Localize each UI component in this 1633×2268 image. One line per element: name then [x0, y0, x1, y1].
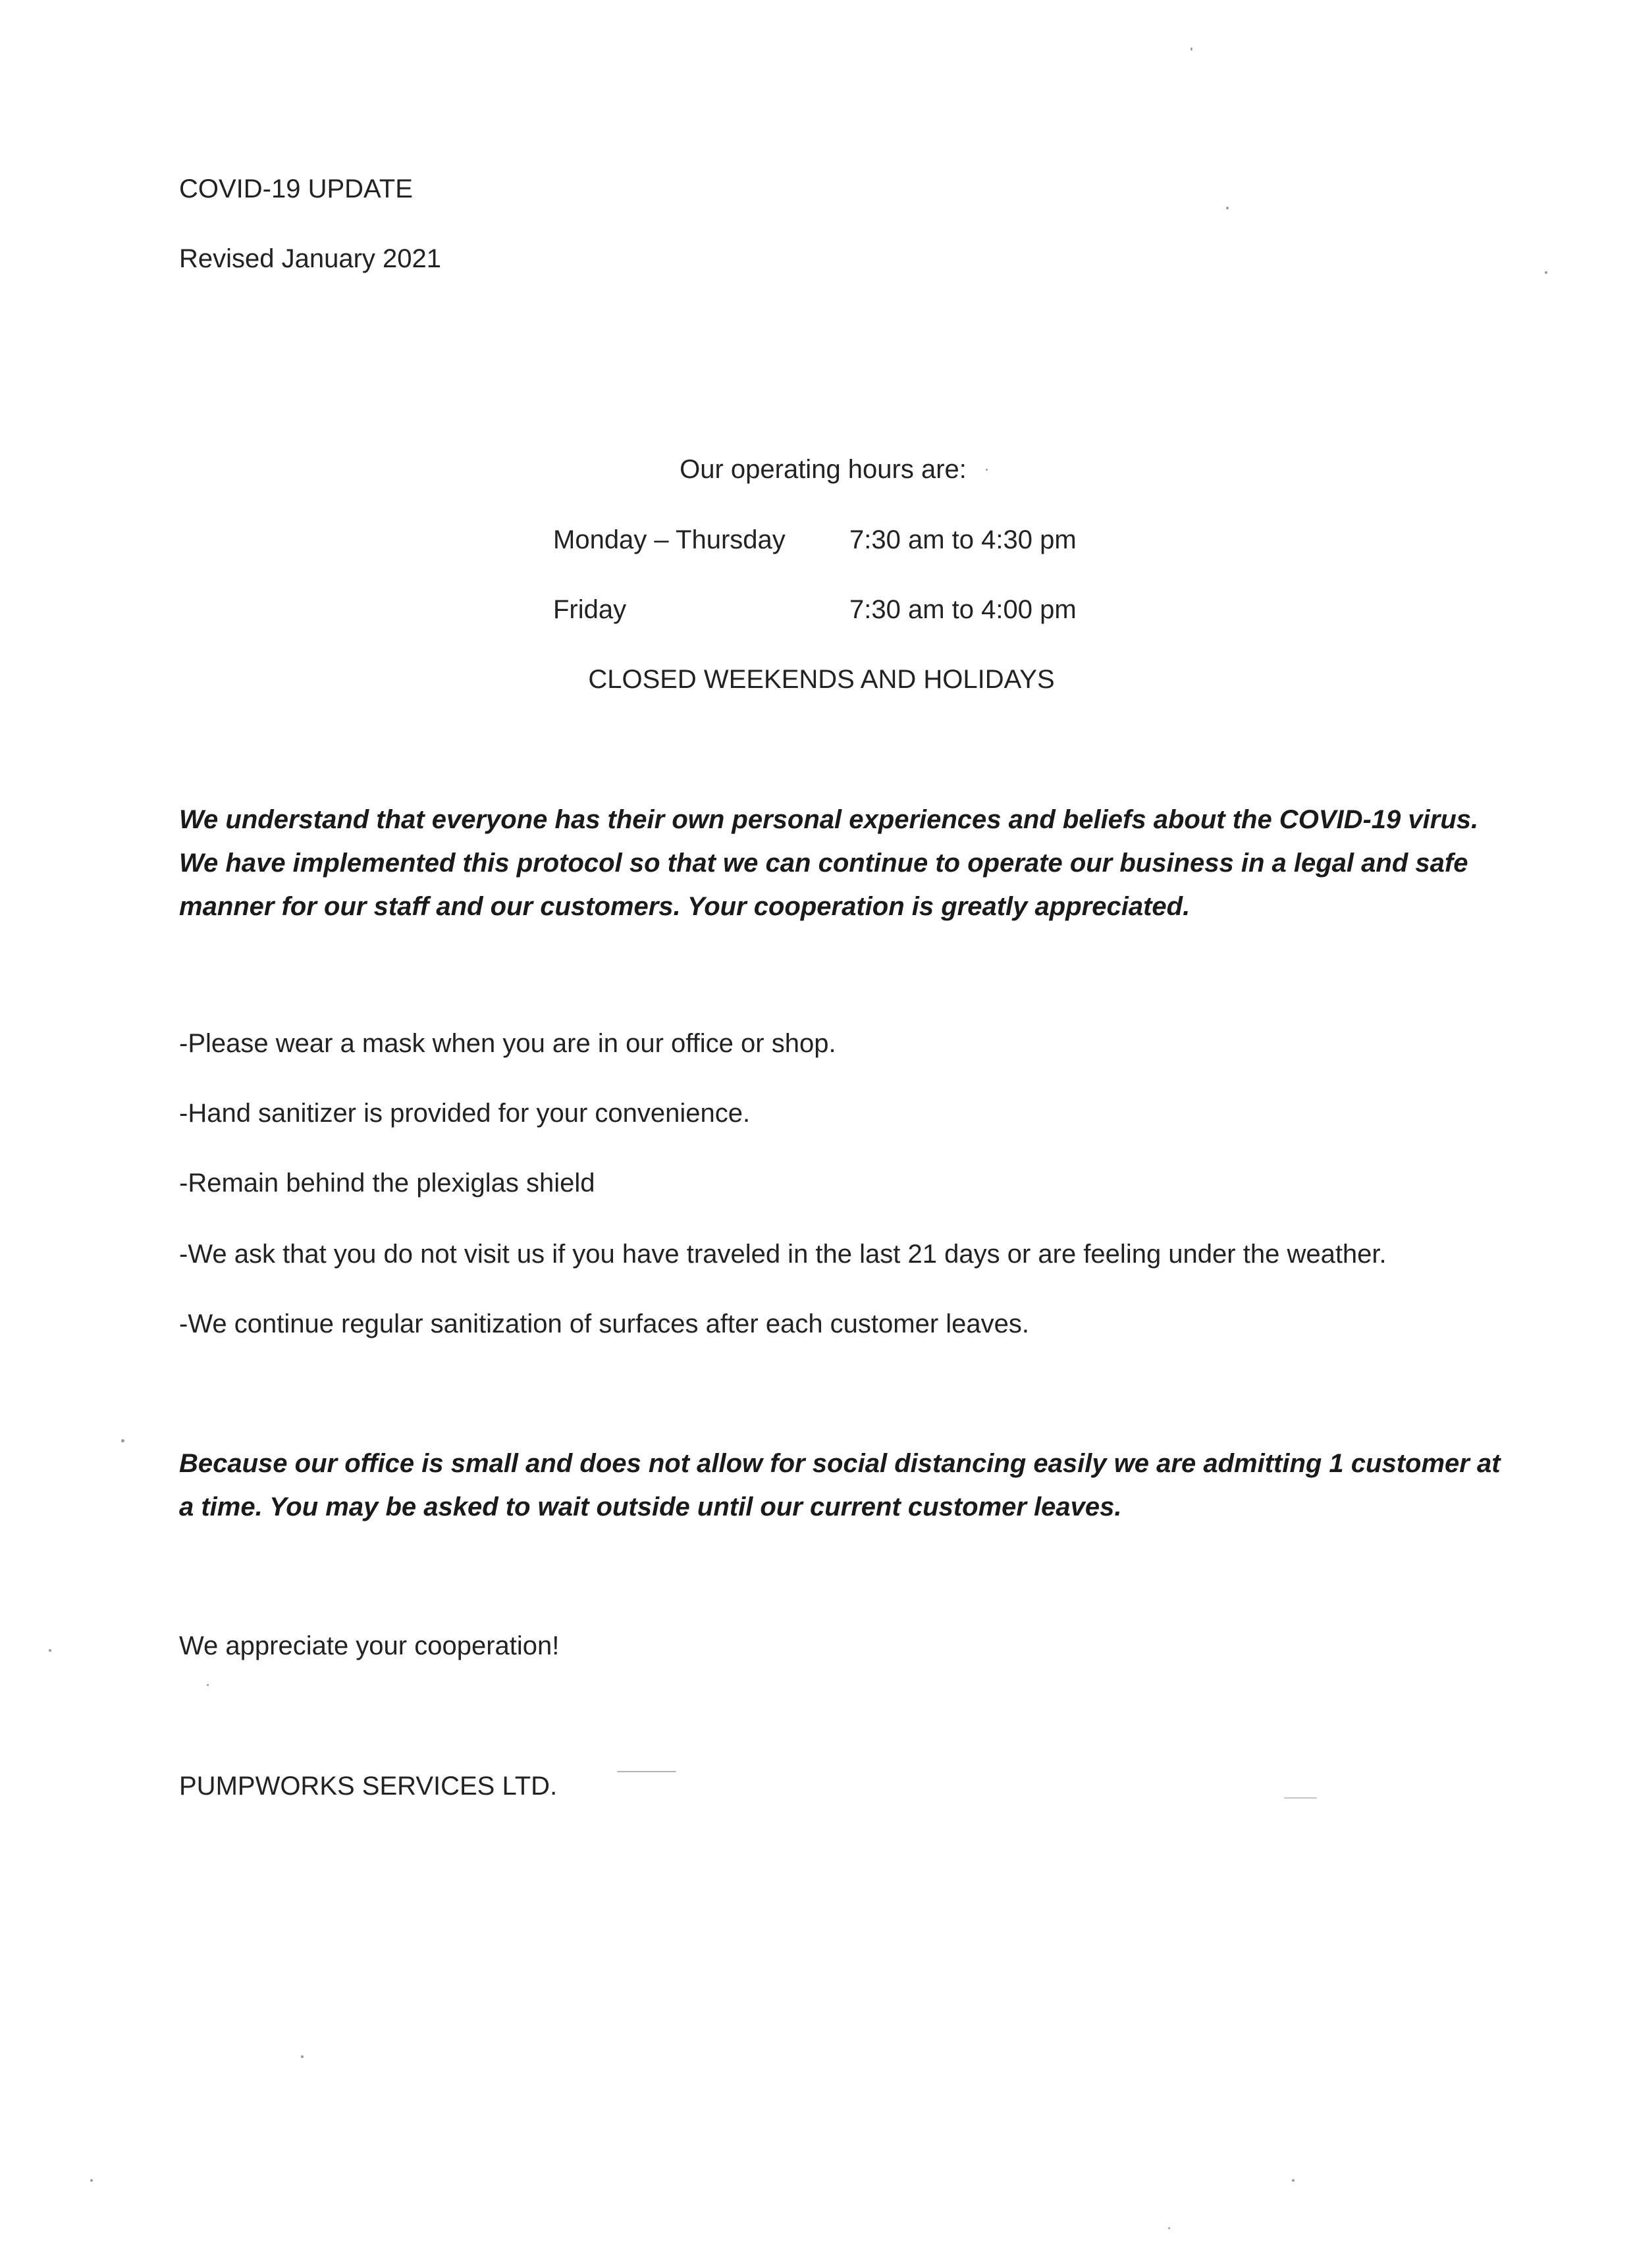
rule-item: -Remain behind the plexiglas shield: [179, 1169, 595, 1198]
hours-heading: Our operating hours are:: [680, 455, 967, 484]
scan-speck: [301, 2055, 304, 2058]
closed-notice: CLOSED WEEKENDS AND HOLIDAYS: [588, 665, 1055, 694]
appreciation-line: We appreciate your cooperation!: [179, 1631, 560, 1660]
company-name: PUMPWORKS SERVICES LTD.: [179, 1772, 558, 1801]
scan-speck: [90, 2179, 93, 2182]
protocol-statement: We understand that everyone has their own personal experiences and beliefs about the COVID-19 virus. We have implemented this protocol so that we can continue to operate our business in a legal and safe manner for our staff and our customers. Your cooperation is greatly appreciated.: [179, 805, 1479, 921]
scan-speck: [1191, 47, 1192, 51]
revision-date: Revised January 2021: [179, 244, 442, 273]
hours-row: [553, 523, 1113, 556]
hours-time: 7:30 am to 4:00 pm: [849, 595, 1077, 624]
scan-speck: [617, 1771, 676, 1772]
capacity-statement: Because our office is small and does not allow for social distancing easily we are admitting 1 customer at a time. You may be asked to wait outside until our current customer leaves.: [179, 1449, 1501, 1521]
document-title: COVID-19 UPDATE: [179, 174, 413, 203]
scan-speck: [1292, 2179, 1295, 2182]
rule-item: -Hand sanitizer is provided for your convenience.: [179, 1099, 751, 1128]
hours-row: [553, 593, 1113, 626]
hours-day: Monday – Thursday: [553, 525, 786, 554]
rule-item: -Please wear a mask when you are in our office or shop.: [179, 1029, 836, 1058]
scan-speck: [1284, 1797, 1317, 1799]
rule-item: -We continue regular sanitization of surfaces after each customer leaves.: [179, 1309, 1030, 1338]
scan-speck: [49, 1649, 51, 1652]
scan-speck: [1226, 207, 1229, 209]
scan-speck: [986, 469, 988, 471]
hours-time: 7:30 am to 4:30 pm: [849, 525, 1077, 554]
hours-day: Friday: [553, 595, 627, 624]
scan-speck: [1168, 2227, 1170, 2229]
rule-item: -We ask that you do not visit us if you have traveled in the last 21 days or are feeling under the weather.: [179, 1240, 1387, 1269]
scan-speck: [207, 1684, 209, 1686]
scan-speck: [1545, 271, 1547, 274]
scan-speck: [121, 1439, 124, 1442]
